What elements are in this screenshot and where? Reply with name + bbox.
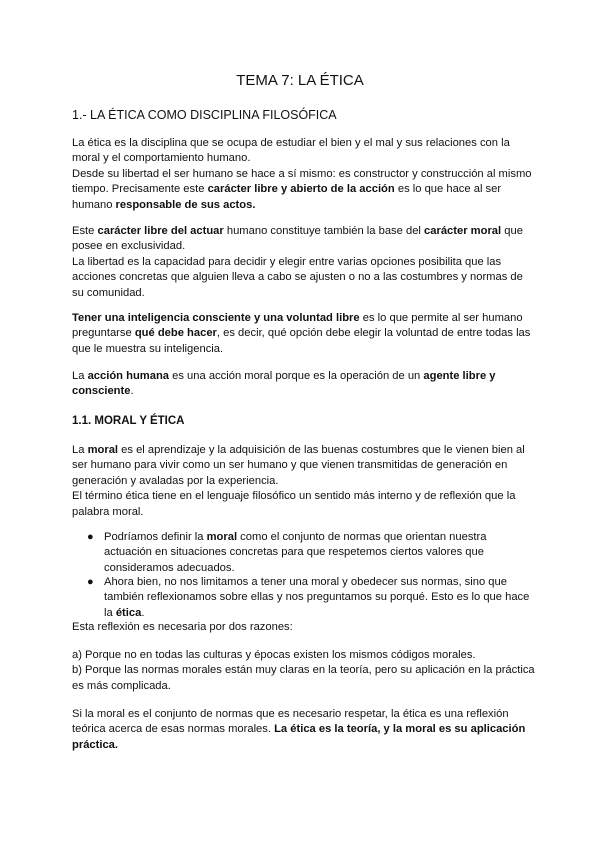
document-title: TEMA 7: LA ÉTICA: [236, 72, 364, 89]
bold-text: ética: [115, 606, 142, 619]
list-item: [104, 530, 534, 576]
text: como el conjunto de normas que orientan nuestra actuación en situaciones concretas para que respetemos ciertos valores que consideramos adecuados.: [104, 531, 487, 574]
section-heading: 1.- LA ÉTICA COMO DISCIPLINA FILOSÓFICA: [72, 108, 337, 122]
text: Si la moral es el conjunto de normas que es necesario respetar, la ética es una reflexión teórica acerca de esas normas morales.: [72, 708, 509, 736]
bullet-icon: ●: [87, 576, 94, 588]
text: La libertad es la capacidad para decidir y elegir entre varias opciones posibilita que las acciones concretas que alguien lleva a cabo se ajusten o no a las costumbres y normas de su comunidad.: [72, 255, 523, 299]
reasons-intro: Esta reflexión es necesaria por dos razones:: [72, 621, 293, 633]
text: , es decir, qué opción debe elegir la voluntad de entre todas las que le muestra su inteligencia.: [72, 327, 531, 355]
bold-text: carácter libre y abierto de la acción: [207, 183, 395, 196]
paragraph-moral-definition: [72, 443, 537, 520]
reason-b: b) Porque las normas morales están muy claras en la teoría, pero su aplicación en la práctica es más complicada.: [72, 664, 535, 692]
paragraph-human-action: [72, 369, 537, 400]
bold-text: moral: [87, 444, 119, 456]
text: La: [72, 370, 88, 382]
paragraph-ethics-definition: [72, 136, 537, 213]
text: Podríamos definir la: [104, 531, 207, 543]
bold-text: Tener una inteligencia consciente y una voluntad libre: [72, 312, 360, 324]
bold-text: acción humana: [87, 370, 170, 382]
bold-text: responsable de sus actos.: [115, 198, 256, 211]
text: es lo que permite al ser humano preguntarse: [72, 312, 523, 340]
text: humano constituye también la base del: [223, 225, 425, 237]
text: es una acción moral porque es la operación de un: [169, 370, 424, 382]
text: .: [141, 606, 145, 619]
text: es lo que hace al ser humano: [72, 183, 502, 211]
text: Ahora bien, no nos limitamos a tener una moral y obedecer sus normas, sino que también reflexionamos sobre ellas y nos preguntamos su porqué. Esto es lo que hace la: [104, 576, 530, 619]
text: que posee en exclusividad.: [72, 225, 523, 253]
bold-text: carácter libre del actuar: [97, 225, 224, 237]
text: Este: [72, 225, 98, 237]
bold-text: La ética es la teoría, y la moral es su aplicación práctica.: [72, 723, 526, 751]
paragraph-free-action: [72, 224, 537, 301]
bold-text: qué debe hacer: [134, 327, 217, 340]
text: es el aprendizaje y la adquisición de las buenas costumbres que le vienen bien al ser humano para vivir como un ser humano y que vienen transmitidas de generación en generación y avaladas por la experiencia.: [72, 444, 525, 487]
text: La: [72, 444, 88, 456]
bold-text: carácter moral: [424, 225, 502, 237]
reason-a: a) Porque no en todas las culturas y épocas existen los mismos códigos morales.: [72, 649, 476, 661]
list-item: [104, 575, 534, 621]
text: Desde su libertad el ser humano se hace a sí mismo: es constructor y construcción al mismo tiempo. Precisamente este: [72, 167, 532, 196]
bullet-icon: ●: [87, 531, 94, 543]
text: .: [130, 385, 134, 398]
paragraph-conclusion: [72, 707, 537, 753]
paragraph-conscious-will: [72, 311, 537, 357]
text: El término ética tiene en el lenguaje filosófico un sentido más interno y de reflexión que la palabra moral.: [72, 490, 516, 518]
text: La ética es la disciplina que se ocupa de estudiar el bien y el mal y sus relaciones con la moral y el comportamiento humano.: [72, 137, 510, 165]
bold-text: moral: [206, 531, 238, 543]
subsection-heading: 1.1. MORAL Y ÉTICA: [72, 415, 185, 427]
reasons-list: [72, 648, 537, 694]
bold-text: agente libre y consciente: [72, 370, 496, 398]
